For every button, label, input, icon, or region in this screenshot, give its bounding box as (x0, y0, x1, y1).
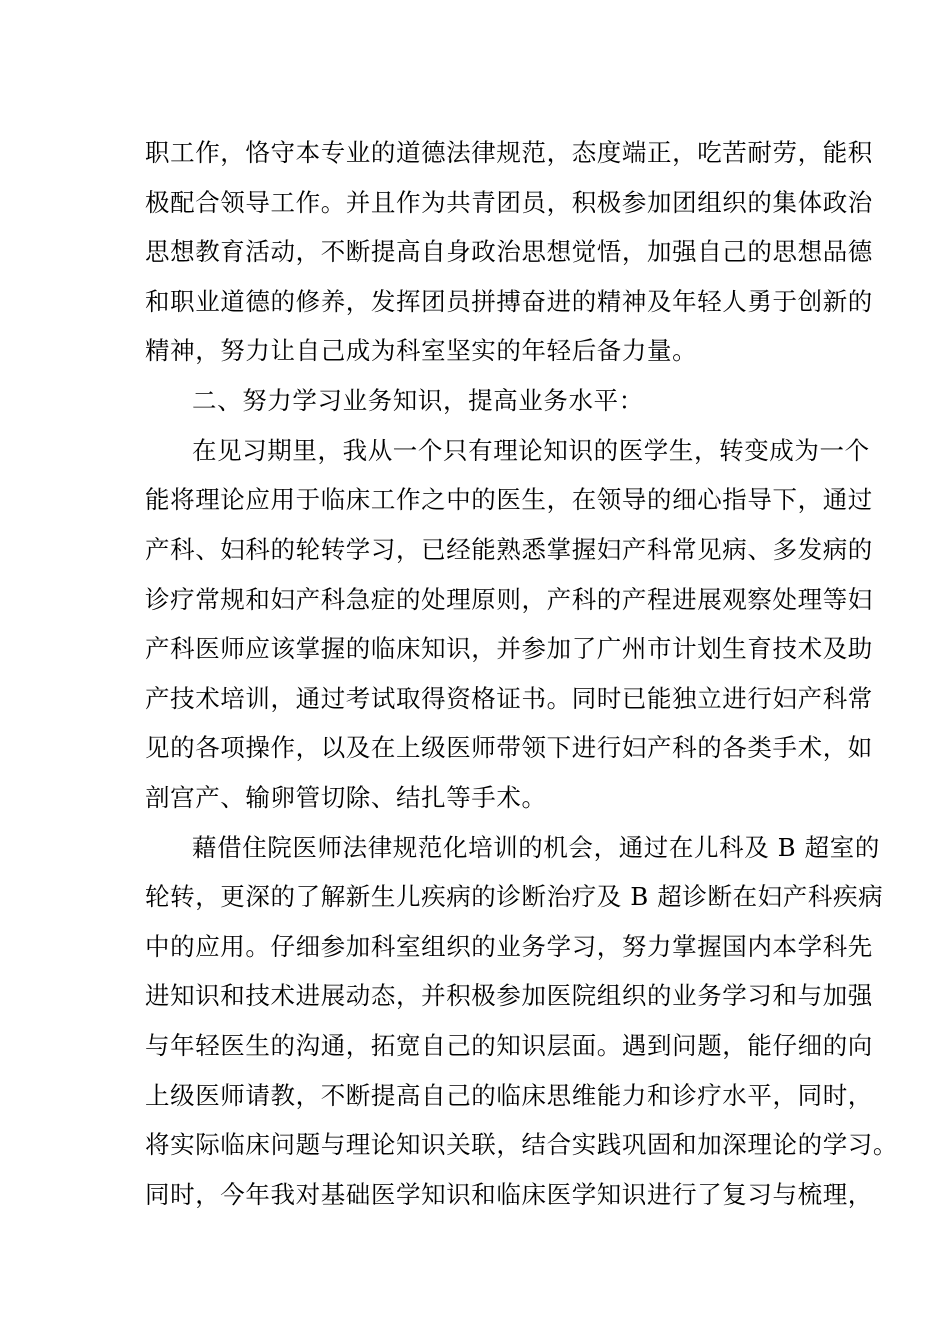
text-line: 同时，今年我对基础医学知识和临床医学知识进行了复习与梳理， (145, 1180, 873, 1209)
text-line: 产技术培训，通过考试取得资格证书。同时已能独立进行妇产科常 (145, 684, 873, 713)
text-line: 产科、妇科的轮转学习，已经能熟悉掌握妇产科常见病、多发病的 (145, 535, 873, 564)
text-line: 见的各项操作，以及在上级医师带领下进行妇产科的各类手术，如 (145, 733, 873, 762)
text-line: 职工作，恪守本专业的道德法律规范，态度端正，吃苦耐劳，能积 (145, 138, 873, 167)
text-line: 将实际临床问题与理论知识关联，结合实践巩固和加深理论的学习。 (145, 1130, 898, 1159)
text-line: 与年轻医生的沟通，拓宽自己的知识层面。遇到问题，能仔细的向 (145, 1031, 873, 1060)
text-line: 精神，努力让自己成为科室坚实的年轻后备力量。 (145, 336, 698, 365)
section-heading: 二、努力学习业务知识，提高业务水平： (192, 386, 644, 415)
text-line: 极配合领导工作。并且作为共青团员，积极参加团组织的集体政治 (145, 188, 873, 217)
text-line: 产科医师应该掌握的临床知识，并参加了广州市计划生育技术及助 (145, 634, 873, 663)
text-line: 诊疗常规和妇产科急症的处理原则，产科的产程进展观察处理等妇 (145, 585, 873, 614)
text-line: 中的应用。仔细参加科室组织的业务学习，努力掌握国内本学科先 (145, 932, 873, 961)
text-line: 在见习期里，我从一个只有理论知识的医学生，转变成为一个 (192, 436, 870, 465)
text-line: 进知识和技术进展动态，并积极参加医院组织的业务学习和与加强 (145, 981, 873, 1010)
text-line: 藉借住院医师法律规范化培训的机会，通过在儿科及 B 超室的 (192, 833, 880, 862)
text-line: 轮转，更深的了解新生儿疾病的诊断治疗及 B 超诊断在妇产科疾病 (145, 882, 884, 911)
text-line: 和职业道德的修养，发挥团员拼搏奋进的精神及年轻人勇于创新的 (145, 287, 873, 316)
text-line: 能将理论应用于临床工作之中的医生，在领导的细心指导下，通过 (145, 485, 873, 514)
text-line: 上级医师请教，不断提高自己的临床思维能力和诊疗水平，同时， (145, 1081, 873, 1110)
text-line: 思想教育活动，不断提高自身政治思想觉悟，加强自己的思想品德 (145, 237, 873, 266)
text-line: 剖宫产、输卵管切除、结扎等手术。 (145, 783, 547, 812)
